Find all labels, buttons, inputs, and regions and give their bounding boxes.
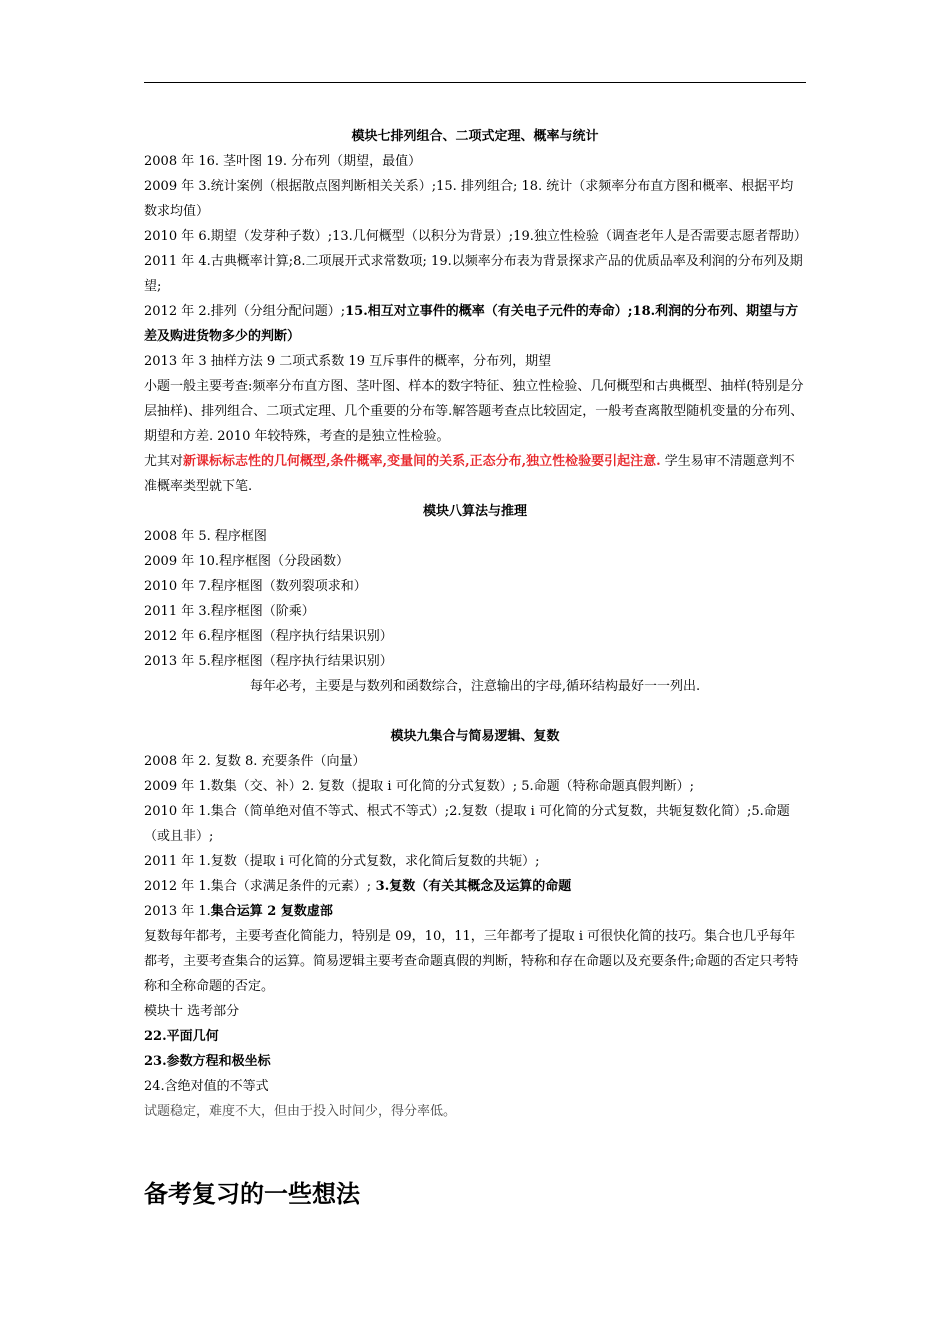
module7-2008: 2008 年 16. 茎叶图 19. 分布列（期望，最值） xyxy=(144,154,422,169)
module7-2012-bold: 15.相互对立事件的概率（有关电子元件的寿命）;18.利润的分布列、期望与方差及购进货物多少的判断） xyxy=(144,304,799,344)
module7-summary: 小题一般主要考查:频率分布直方图、茎叶图、样本的数字特征、独立性检验、几何概型和古典概型、抽样(特别是分层抽样)、排列组合、二项式定理、几个重要的分布等.解答题考查点比较固定，一般考查离散型随机变量的分布列、期望和方差. 2010 年较特殊，考查的是独立性检验。 xyxy=(144,379,804,444)
header-rule xyxy=(144,82,806,83)
module10-item-24: 24.含绝对值的不等式 xyxy=(144,1079,269,1094)
spacer xyxy=(144,699,806,724)
module10-item-22: 22.平面几何 xyxy=(144,1029,219,1044)
module10-item-23: 23.参数方程和极坐标 xyxy=(144,1054,271,1069)
module7-title: 模块七排列组合、二项式定理、概率与统计 xyxy=(351,129,599,144)
module9-title: 模块九集合与简易逻辑、复数 xyxy=(390,729,560,744)
module9-2012 xyxy=(144,874,806,899)
module8-2012: 2012 年 6.程序框图（程序执行结果识别） xyxy=(144,629,393,644)
module9-2012-bold: 3.复数（有关其概念及运算的命题 xyxy=(371,879,572,894)
module10-summary: 试题稳定，难度不大，但由于投入时间少，得分率低。 xyxy=(144,1104,457,1119)
module9-2011: 2011 年 1.复数（提取 i 可化简的分式复数，求化简后复数的共轭）; xyxy=(144,854,540,869)
document-body xyxy=(144,124,806,1124)
module7-note xyxy=(144,449,806,499)
section-heading: 备考复习的一些想法 xyxy=(144,1180,360,1208)
module9-2009: 2009 年 1.数集（交、补）2. 复数（提取 i 可化简的分式复数）; 5.命题（特称命题真假判断）; xyxy=(144,779,695,794)
module8-2008: 2008 年 5. 程序框图 xyxy=(144,529,267,544)
module7-2013: 2013 年 3 抽样方法 9 二项式系数 19 互斥事件的概率，分布列，期望 xyxy=(144,354,552,369)
module7-2010: 2010 年 6.期望（发芽种子数）;13.几何概型（以积分为背景）;19.独立性检验（调查老年人是否需要志愿者帮助） xyxy=(144,229,807,244)
module7-2011: 2011 年 4.古典概率计算;8.二项展开式求常数项; 19.以频率分布表为背景探求产品的优质品率及利润的分布列及期望; xyxy=(144,254,803,294)
module8-2013: 2013 年 5.程序框图（程序执行结果识别） xyxy=(144,654,393,669)
module10-title: 模块十 选考部分 xyxy=(144,1004,240,1019)
module9-2012-prefix: 2012 年 1.集合（求满足条件的元素）; xyxy=(144,879,372,894)
module9-2013-prefix: 2013 年 1. xyxy=(144,904,211,919)
module8-2009: 2009 年 10.程序框图（分段函数） xyxy=(144,554,350,569)
module7-note-prefix: 尤其对 xyxy=(144,454,184,469)
module8-2011: 2011 年 3.程序框图（阶乘） xyxy=(144,604,315,619)
module9-2013 xyxy=(144,899,806,924)
module7-note-suffix: 学生易审不清题意判不准概率类型就下笔. xyxy=(144,454,795,494)
module7-note-highlight: 新课标标志性的几何概型,条件概率,变量间的关系,正态分布,独立性检验要引起注意. xyxy=(183,454,661,469)
module9-summary: 复数每年都考，主要考查化简能力，特别是 09，10，11，三年都考了提取 i 可很快化简的技巧。集合也几乎每年都考，主要考查集合的运算。简易逻辑主要考查命题真假的判断，特称和存在命题以及充要条件;命题的否定只考特称和全称命题的否定。 xyxy=(144,929,799,994)
module9-2008: 2008 年 2. 复数 8. 充要条件（向量） xyxy=(144,754,366,769)
module9-2013-bold: 集合运算 2 复数虚部 xyxy=(210,904,333,919)
module9-2010: 2010 年 1.集合（简单绝对值不等式、根式不等式）;2.复数（提取 i 可化简的分式复数，共轭复数化简）;5.命题（或且非）; xyxy=(144,804,790,844)
module7-2012 xyxy=(144,299,806,349)
module8-summary: 每年必考，主要是与数列和函数综合，注意输出的字母,循环结构最好一一列出. xyxy=(249,679,701,694)
module8-2010: 2010 年 7.程序框图（数列裂项求和） xyxy=(144,579,367,594)
module7-2009: 2009 年 3.统计案例（根据散点图判断相关关系）;15. 排列组合; 18. 统计（求频率分布直方图和概率、根据平均数求均值） xyxy=(144,179,794,219)
module7-2012-prefix: 2012 年 2.排列（分组分配问题）; xyxy=(144,304,346,319)
module8-title: 模块八算法与推理 xyxy=(422,504,527,519)
